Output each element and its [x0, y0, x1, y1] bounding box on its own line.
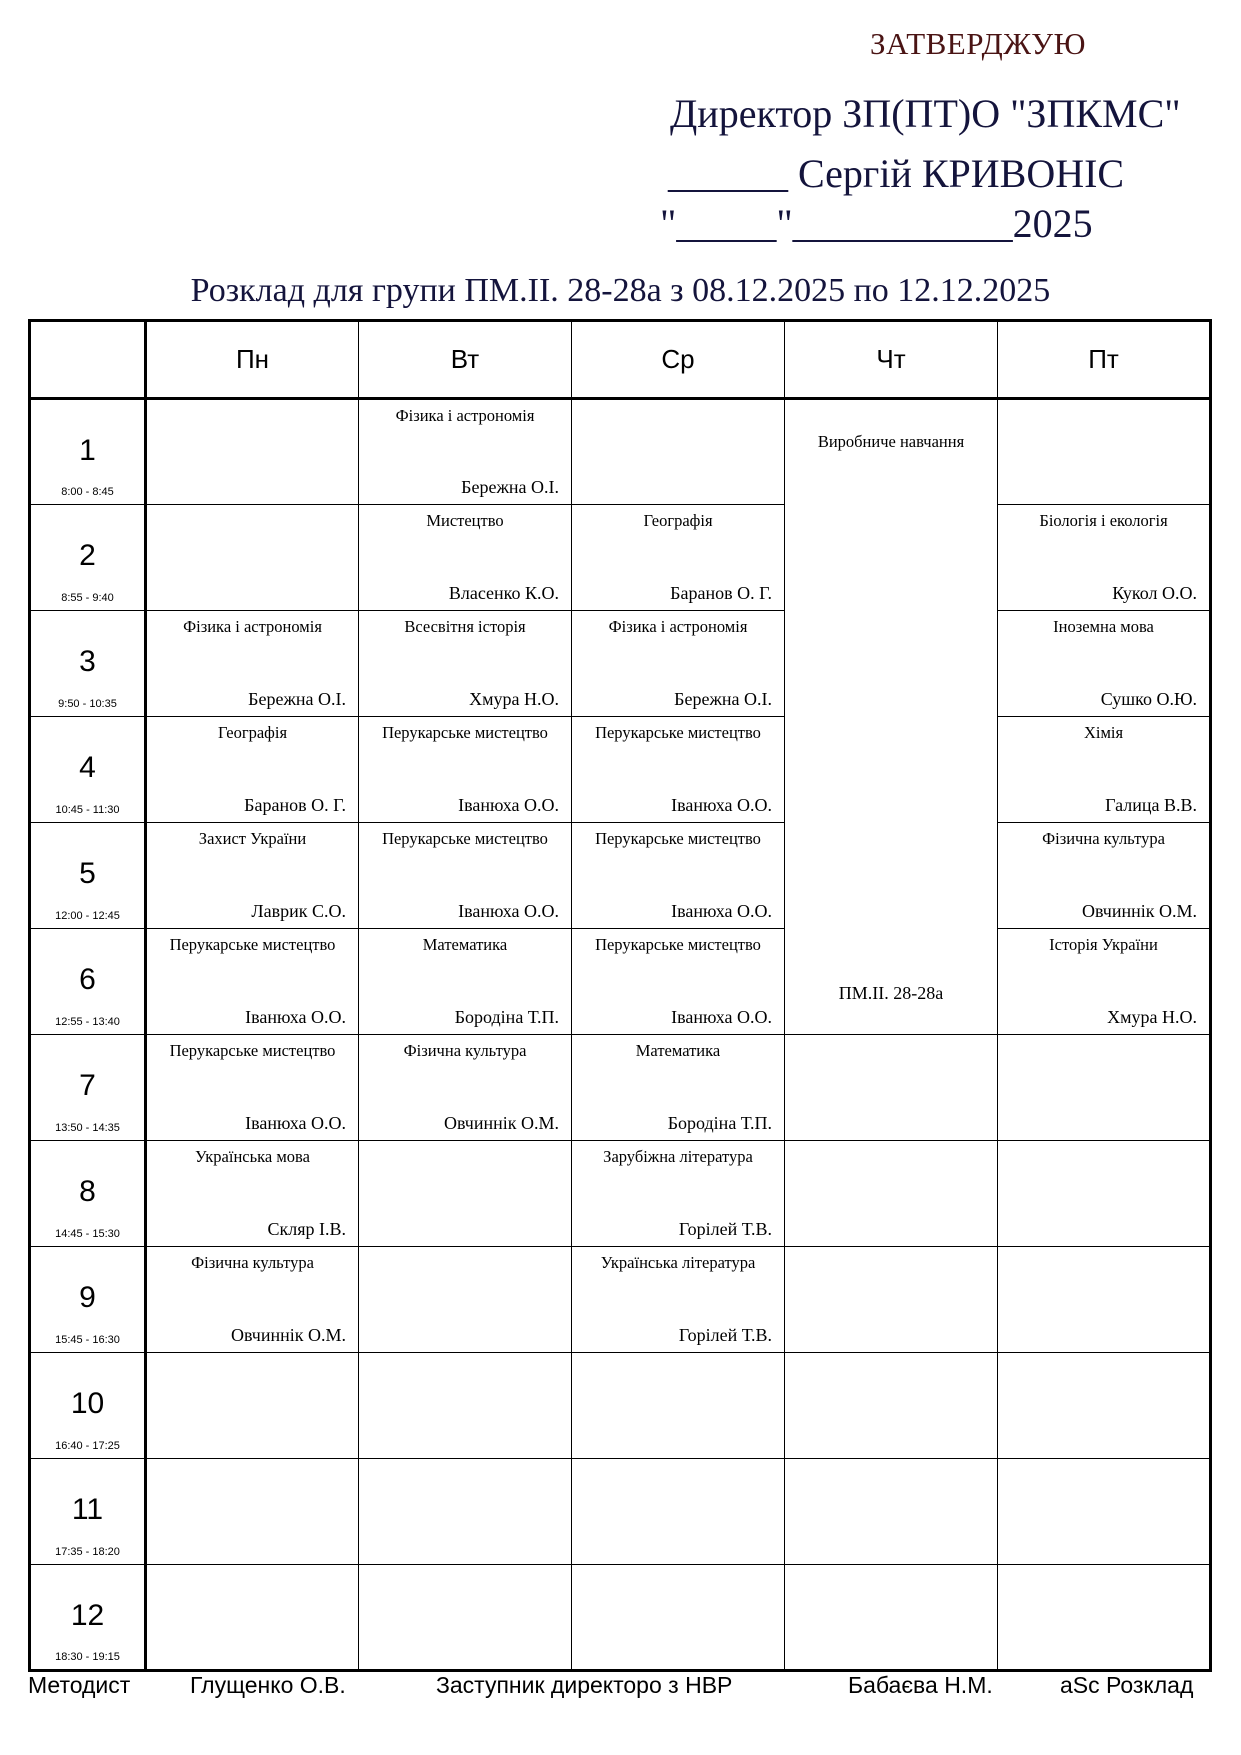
lesson-cell	[572, 611, 785, 717]
lesson-teacher: Баранов О. Г.	[244, 795, 346, 815]
period-row	[30, 1459, 1211, 1565]
lesson-subject: Перукарське мистецтво	[169, 1041, 336, 1060]
lesson-cell-empty	[572, 1353, 785, 1459]
lesson-cell-empty	[998, 1035, 1211, 1141]
lesson-cell-empty	[998, 1459, 1211, 1565]
lesson-cell-empty	[146, 1353, 359, 1459]
lesson-teacher: Овчиннік О.М.	[230, 1325, 346, 1345]
lesson-subject: Українська мова	[195, 1147, 310, 1166]
period-number: 5	[79, 857, 96, 890]
lesson-teacher: Бородіна Т.П.	[667, 1113, 772, 1133]
software-credit: aSc Розклад	[1060, 1672, 1194, 1698]
period-time: 16:40 - 17:25	[55, 1440, 120, 1452]
lesson-cell	[359, 505, 572, 611]
period-number: 2	[79, 539, 96, 572]
day-header-mon: Пн	[146, 321, 359, 399]
period-cell	[30, 823, 146, 929]
lesson-teacher: Овчиннік О.М.	[1081, 901, 1197, 921]
lesson-subject: Фізика і астрономія	[183, 617, 322, 636]
lesson-cell-empty	[146, 505, 359, 611]
lesson-subject: Математика	[422, 935, 508, 954]
lesson-teacher: Бережна О.І.	[248, 689, 346, 709]
director-signature-line: ______ Сергій КРИВОНІС	[668, 151, 1125, 196]
lesson-cell-empty	[146, 1565, 359, 1671]
lesson-cell-empty	[785, 1459, 998, 1565]
lesson-teacher: Іванюха О.О.	[245, 1113, 346, 1133]
lesson-cell-empty	[146, 1459, 359, 1565]
deputy-name: Бабаєва Н.М.	[848, 1672, 993, 1698]
period-number: 4	[79, 751, 96, 784]
lesson-subject: Перукарське мистецтво	[382, 829, 548, 848]
lesson-cell	[146, 1247, 359, 1353]
lesson-teacher: Іванюха О.О.	[671, 901, 772, 921]
lesson-subject: Фізична культура	[191, 1253, 314, 1272]
period-time: 15:45 - 16:30	[55, 1334, 120, 1346]
lesson-cell-empty	[785, 1141, 998, 1247]
lesson-cell-empty	[359, 1459, 572, 1565]
lesson-subject: Фізика і астрономія	[395, 406, 535, 425]
lesson-cell	[146, 717, 359, 823]
lesson-teacher: Власенко К.О.	[448, 583, 559, 603]
lesson-teacher: Горілей Т.В.	[678, 1219, 772, 1239]
lesson-teacher: Іванюха О.О.	[245, 1007, 346, 1027]
lesson-subject: Перукарське мистецтво	[382, 723, 548, 742]
lesson-teacher: Баранов О. Г.	[670, 583, 772, 603]
lesson-subject: Географія	[643, 511, 713, 530]
director-title: Директор ЗП(ПТ)О "ЗПКМС"	[670, 91, 1181, 136]
period-cell	[30, 1141, 146, 1247]
lesson-teacher: Скляр І.В.	[267, 1219, 346, 1239]
period-time: 9:50 - 10:35	[58, 698, 117, 710]
lesson-cell-empty	[359, 1247, 572, 1353]
lesson-cell	[998, 823, 1211, 929]
deputy-label: Заступник директоро з НВР	[436, 1672, 733, 1698]
period-time: 8:55 - 9:40	[61, 592, 114, 604]
lesson-cell-empty	[572, 1459, 785, 1565]
lesson-subject: Фізична культура	[1042, 829, 1165, 848]
schedule-title: Розклад для групи ПМ.ІІ. 28-28а з 08.12.2025 по 12.12.2025	[190, 272, 1051, 309]
period-row	[30, 1565, 1211, 1671]
period-time: 18:30 - 19:15	[55, 1651, 120, 1663]
lesson-cell	[998, 717, 1211, 823]
lesson-subject: Українська література	[600, 1253, 756, 1272]
period-time: 12:55 - 13:40	[55, 1016, 120, 1028]
corner-cell	[30, 321, 146, 399]
lesson-cell-empty	[572, 399, 785, 505]
period-cell	[30, 1353, 146, 1459]
lesson-teacher: Лаврик С.О.	[251, 901, 346, 921]
lesson-cell-thu-practice	[785, 399, 998, 1035]
lesson-subject: Географія	[217, 723, 288, 742]
lesson-subject: Перукарське мистецтво	[595, 935, 761, 954]
lesson-subject: Виробниче навчання	[817, 432, 965, 451]
period-time: 13:50 - 14:35	[55, 1122, 120, 1134]
lesson-teacher: Іванюха О.О.	[458, 795, 559, 815]
lesson-cell	[359, 717, 572, 823]
period-row	[30, 1353, 1211, 1459]
period-time: 17:35 - 18:20	[55, 1546, 120, 1558]
lesson-teacher: Горілей Т.В.	[678, 1325, 772, 1345]
lesson-teacher: Хмура Н.О.	[469, 689, 559, 709]
lesson-cell	[146, 823, 359, 929]
lesson-group: ПМ.ІІ. 28-28а	[838, 983, 944, 1003]
lesson-cell-empty	[785, 1035, 998, 1141]
lesson-subject: Фізична культура	[403, 1041, 527, 1060]
lesson-teacher: Іванюха О.О.	[671, 795, 772, 815]
lesson-cell-empty	[998, 1353, 1211, 1459]
period-cell	[30, 1247, 146, 1353]
period-number: 7	[79, 1069, 96, 1102]
period-cell	[30, 399, 146, 505]
lesson-cell	[572, 1141, 785, 1247]
lesson-subject: Мистецтво	[426, 511, 504, 530]
period-row	[30, 611, 1211, 717]
period-cell	[30, 929, 146, 1035]
schedule-table	[28, 319, 1212, 1672]
period-row	[30, 505, 1211, 611]
lesson-cell	[998, 505, 1211, 611]
lesson-cell	[146, 1035, 359, 1141]
lesson-cell	[998, 611, 1211, 717]
lesson-cell-empty	[359, 1141, 572, 1247]
lesson-cell	[146, 611, 359, 717]
lesson-cell-empty	[785, 1353, 998, 1459]
lesson-subject: Хімія	[1083, 723, 1124, 742]
lesson-subject: Всесвітня історія	[404, 617, 526, 636]
lesson-teacher: Галица В.В.	[1105, 795, 1197, 815]
day-header-thu: Чт	[785, 321, 998, 399]
lesson-subject: Перукарське мистецтво	[595, 829, 761, 848]
period-time: 12:00 - 12:45	[55, 910, 120, 922]
lesson-cell-empty	[359, 1565, 572, 1671]
lesson-cell	[359, 399, 572, 505]
lesson-subject: Перукарське мистецтво	[595, 723, 761, 742]
period-cell	[30, 1565, 146, 1671]
lesson-cell	[146, 1141, 359, 1247]
period-row	[30, 929, 1211, 1035]
lesson-subject: Іноземна мова	[1053, 617, 1154, 636]
period-row	[30, 1141, 1211, 1247]
methodist-label: Методист	[28, 1672, 131, 1698]
lesson-subject: Захист України	[198, 829, 307, 848]
lesson-subject: Історія України	[1049, 935, 1158, 954]
approval-label: ЗАТВЕРДЖУЮ	[870, 26, 1086, 61]
lesson-teacher: Іванюха О.О.	[671, 1007, 772, 1027]
lesson-teacher: Кукол О.О.	[1112, 583, 1197, 603]
methodist-name: Глущенко О.В.	[190, 1672, 346, 1698]
lesson-cell	[572, 929, 785, 1035]
day-header-fri: Пт	[998, 321, 1211, 399]
period-row	[30, 1035, 1211, 1141]
schedule-body	[30, 399, 1211, 1671]
day-header-wed: Ср	[572, 321, 785, 399]
lesson-teacher: Сушко О.Ю.	[1100, 689, 1197, 709]
period-cell	[30, 1035, 146, 1141]
lesson-cell	[359, 929, 572, 1035]
lesson-cell-empty	[998, 1141, 1211, 1247]
lesson-cell	[572, 505, 785, 611]
day-header-tue: Вт	[359, 321, 572, 399]
period-number: 1	[79, 434, 96, 467]
period-number: 10	[70, 1387, 105, 1420]
lesson-cell-empty	[998, 399, 1211, 505]
period-time: 14:45 - 15:30	[55, 1228, 120, 1240]
period-row	[30, 399, 1211, 505]
period-number: 6	[79, 963, 96, 996]
period-number: 9	[79, 1281, 96, 1314]
lesson-cell	[998, 929, 1211, 1035]
period-number: 12	[70, 1599, 105, 1632]
lesson-cell	[146, 929, 359, 1035]
period-row	[30, 1247, 1211, 1353]
lesson-cell-empty	[998, 1565, 1211, 1671]
period-time: 10:45 - 11:30	[55, 804, 120, 816]
lesson-cell	[572, 1247, 785, 1353]
lesson-teacher: Хмура Н.О.	[1107, 1007, 1197, 1027]
lesson-cell-empty	[785, 1565, 998, 1671]
lesson-cell-empty	[785, 1247, 998, 1353]
lesson-cell	[572, 717, 785, 823]
period-row	[30, 823, 1211, 929]
approval-date-line: "_____"___________2025	[660, 201, 1093, 246]
lesson-cell	[572, 823, 785, 929]
lesson-cell	[359, 823, 572, 929]
lesson-subject: Фізика і астрономія	[608, 617, 748, 636]
period-cell	[30, 1459, 146, 1565]
period-number: 11	[71, 1493, 104, 1526]
lesson-cell-empty	[359, 1353, 572, 1459]
lesson-cell	[572, 1035, 785, 1141]
lesson-subject: Перукарське мистецтво	[169, 935, 336, 954]
lesson-teacher: Бережна О.І.	[674, 689, 772, 709]
lesson-cell	[359, 1035, 572, 1141]
period-time: 8:00 - 8:45	[61, 486, 114, 498]
lesson-cell	[359, 611, 572, 717]
period-cell	[30, 505, 146, 611]
lesson-teacher: Бережна О.І.	[461, 477, 559, 497]
lesson-subject: Математика	[635, 1041, 721, 1060]
lesson-teacher: Овчиннік О.М.	[443, 1113, 559, 1133]
lesson-cell-empty	[572, 1565, 785, 1671]
period-number: 3	[79, 645, 96, 678]
period-row	[30, 717, 1211, 823]
period-number: 8	[79, 1175, 96, 1208]
lesson-subject: Біологія і екологія	[1039, 511, 1168, 530]
lesson-cell-empty	[998, 1247, 1211, 1353]
lesson-teacher: Бородіна Т.П.	[454, 1007, 559, 1027]
day-header-row	[30, 321, 1211, 399]
lesson-teacher: Іванюха О.О.	[458, 901, 559, 921]
lesson-subject: Зарубіжна література	[603, 1147, 753, 1166]
period-cell	[30, 717, 146, 823]
lesson-cell-empty	[146, 399, 359, 505]
period-cell	[30, 611, 146, 717]
